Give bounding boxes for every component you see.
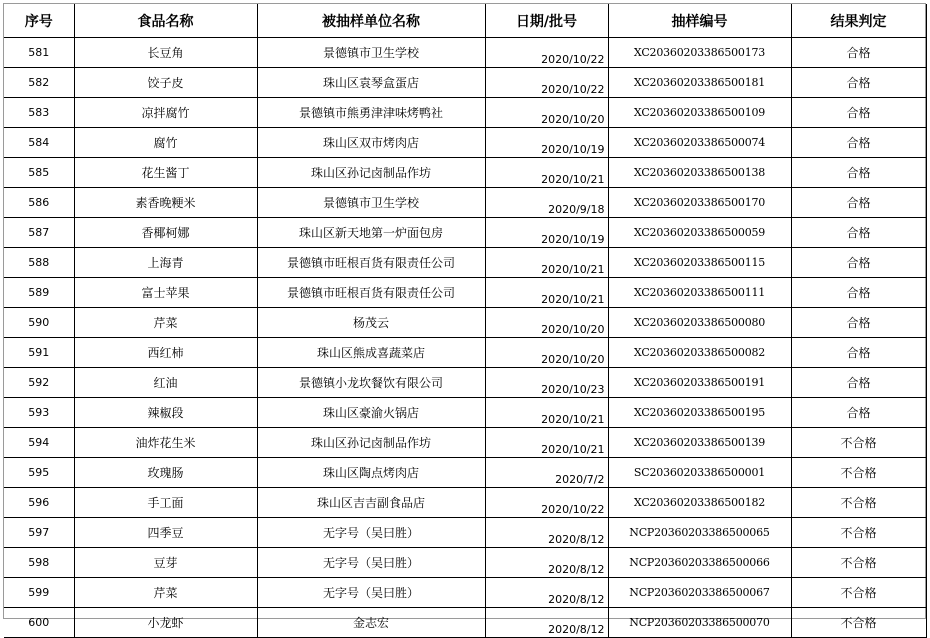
cell-result[interactable]: 合格 [791,308,926,338]
table-row [4,458,926,488]
cell-sampled-unit[interactable]: 景德镇市卫生学校 [257,38,485,68]
cell-date-batch[interactable]: 2020/10/19 [485,218,608,248]
table-row [4,158,926,188]
cell-date-batch[interactable]: 2020/10/19 [485,128,608,158]
cell-result[interactable]: 不合格 [791,608,926,638]
cell-food-name[interactable]: 富士苹果 [74,278,257,308]
cell-serial-number[interactable]: 597 [4,518,74,548]
cell-food-name[interactable]: 玫瑰肠 [74,458,257,488]
table-row [4,68,926,98]
cell-serial-number[interactable]: 596 [4,488,74,518]
cell-result[interactable]: 合格 [791,188,926,218]
table-row [4,368,926,398]
cell-sample-code[interactable]: XC20360203386500139 [608,428,791,458]
cell-date-batch[interactable]: 2020/9/18 [485,188,608,218]
cell-serial-number[interactable]: 581 [4,38,74,68]
cell-sampled-unit[interactable]: 珠山区豪渝火锅店 [257,398,485,428]
cell-food-name[interactable]: 辣椒段 [74,398,257,428]
cell-sample-code[interactable]: XC20360203386500059 [608,218,791,248]
cell-sampled-unit[interactable]: 无字号（吴曰胜） [257,578,485,608]
cell-serial-number[interactable]: 593 [4,398,74,428]
cell-food-name[interactable]: 豆芽 [74,548,257,578]
cell-sampled-unit[interactable]: 珠山区吉吉副食品店 [257,488,485,518]
cell-sample-code[interactable]: XC20360203386500080 [608,308,791,338]
cell-date-batch[interactable]: 2020/10/21 [485,428,608,458]
table-row [4,308,926,338]
cell-date-batch[interactable]: 2020/10/21 [485,158,608,188]
cell-food-name[interactable]: 芹菜 [74,578,257,608]
cell-sampled-unit[interactable]: 珠山区陶点烤肉店 [257,458,485,488]
cell-result[interactable]: 不合格 [791,488,926,518]
cell-serial-number[interactable]: 594 [4,428,74,458]
cell-sampled-unit[interactable]: 珠山区熊成喜蔬菜店 [257,338,485,368]
cell-food-name[interactable]: 小龙虾 [74,608,257,638]
cell-serial-number[interactable]: 600 [4,608,74,638]
table-row [4,338,926,368]
cell-sampled-unit[interactable]: 景德镇市熊勇津津味烤鸭社 [257,98,485,128]
cell-food-name[interactable]: 上海青 [74,248,257,278]
cell-date-batch[interactable]: 2020/10/22 [485,38,608,68]
cell-result[interactable]: 合格 [791,38,926,68]
table-row [4,188,926,218]
table-row [4,518,926,548]
cell-serial-number[interactable]: 584 [4,128,74,158]
cell-sample-code[interactable]: XC20360203386500182 [608,488,791,518]
cell-sampled-unit[interactable]: 珠山区袁琴盒蛋店 [257,68,485,98]
sampling-results-table [4,4,927,638]
cell-result[interactable]: 合格 [791,68,926,98]
cell-date-batch[interactable]: 2020/10/22 [485,488,608,518]
cell-date-batch[interactable]: 2020/10/23 [485,368,608,398]
cell-serial-number[interactable]: 588 [4,248,74,278]
cell-food-name[interactable]: 饺子皮 [74,68,257,98]
cell-sample-code[interactable]: XC20360203386500082 [608,338,791,368]
cell-sample-code[interactable]: NCP20360203386500067 [608,578,791,608]
cell-serial-number[interactable]: 591 [4,338,74,368]
cell-sample-code[interactable]: XC20360203386500173 [608,38,791,68]
cell-sample-code[interactable]: XC20360203386500115 [608,248,791,278]
table-row [4,428,926,458]
cell-result[interactable]: 合格 [791,218,926,248]
table-row [4,248,926,278]
cell-serial-number[interactable]: 599 [4,578,74,608]
cell-sampled-unit[interactable]: 景德镇市旺根百货有限责任公司 [257,248,485,278]
cell-result[interactable]: 合格 [791,128,926,158]
header-result[interactable]: 结果判定 [791,4,926,38]
header-row [4,4,926,38]
cell-sampled-unit[interactable]: 珠山区双市烤肉店 [257,128,485,158]
cell-date-batch[interactable]: 2020/10/20 [485,338,608,368]
cell-food-name[interactable]: 凉拌腐竹 [74,98,257,128]
table-row [4,578,926,608]
cell-food-name[interactable]: 香椰柯娜 [74,218,257,248]
cell-result[interactable]: 合格 [791,98,926,128]
cell-serial-number[interactable]: 583 [4,98,74,128]
cell-date-batch[interactable]: 2020/10/20 [485,308,608,338]
table-row [4,218,926,248]
cell-date-batch[interactable]: 2020/10/20 [485,98,608,128]
cell-date-batch[interactable]: 2020/10/21 [485,398,608,428]
cell-date-batch[interactable]: 2020/10/21 [485,278,608,308]
cell-date-batch[interactable]: 2020/10/21 [485,248,608,278]
cell-result[interactable]: 合格 [791,368,926,398]
cell-food-name[interactable]: 芹菜 [74,308,257,338]
cell-sample-code[interactable]: NCP20360203386500065 [608,518,791,548]
cell-serial-number[interactable]: 592 [4,368,74,398]
cell-sample-code[interactable]: SC20360203386500001 [608,458,791,488]
cell-serial-number[interactable]: 586 [4,188,74,218]
cell-result[interactable]: 不合格 [791,428,926,458]
cell-sample-code[interactable]: NCP20360203386500070 [608,608,791,638]
cell-food-name[interactable]: 油炸花生米 [74,428,257,458]
table-row [4,398,926,428]
cell-sampled-unit[interactable]: 珠山区孙记卤制品作坊 [257,158,485,188]
table-row [4,278,926,308]
cell-serial-number[interactable]: 595 [4,458,74,488]
table-row [4,488,926,518]
cell-date-batch[interactable]: 2020/8/12 [485,518,608,548]
header-sampled-unit[interactable]: 被抽样单位名称 [257,4,485,38]
cell-result[interactable]: 合格 [791,278,926,308]
cell-serial-number[interactable]: 582 [4,68,74,98]
cell-sample-code[interactable]: XC20360203386500138 [608,158,791,188]
cell-serial-number[interactable]: 587 [4,218,74,248]
cell-food-name[interactable]: 腐竹 [74,128,257,158]
cell-sample-code[interactable]: XC20360203386500181 [608,68,791,98]
table-row [4,38,926,68]
cell-result[interactable]: 不合格 [791,578,926,608]
cell-result[interactable]: 合格 [791,248,926,278]
cell-sample-code[interactable]: XC20360203386500170 [608,188,791,218]
header-date-batch[interactable]: 日期/批号 [485,4,608,38]
cell-sample-code[interactable]: NCP20360203386500066 [608,548,791,578]
cell-serial-number[interactable]: 585 [4,158,74,188]
header-food-name[interactable]: 食品名称 [74,4,257,38]
cell-date-batch[interactable]: 2020/8/12 [485,608,608,638]
cell-sampled-unit[interactable]: 景德镇市卫生学校 [257,188,485,218]
cell-result[interactable]: 合格 [791,398,926,428]
cell-date-batch[interactable]: 2020/10/22 [485,68,608,98]
cell-food-name[interactable]: 花生酱丁 [74,158,257,188]
spreadsheet-sheet [3,3,926,636]
cell-sampled-unit[interactable]: 杨茂云 [257,308,485,338]
cell-food-name[interactable]: 四季豆 [74,518,257,548]
cell-result[interactable]: 不合格 [791,518,926,548]
cell-sampled-unit[interactable]: 景德镇市旺根百货有限责任公司 [257,278,485,308]
cell-serial-number[interactable]: 590 [4,308,74,338]
cell-sample-code[interactable]: XC20360203386500195 [608,398,791,428]
cell-sample-code[interactable]: XC20360203386500111 [608,278,791,308]
cell-serial-number[interactable]: 589 [4,278,74,308]
cell-sampled-unit[interactable]: 珠山区孙记卤制品作坊 [257,428,485,458]
cell-food-name[interactable]: 红油 [74,368,257,398]
cell-food-name[interactable]: 西红柿 [74,338,257,368]
cell-date-batch[interactable]: 2020/7/2 [485,458,608,488]
cell-sampled-unit[interactable]: 无字号（吴曰胜） [257,518,485,548]
table-row [4,128,926,158]
cell-sampled-unit[interactable]: 珠山区新天地第一炉面包房 [257,218,485,248]
table-row [4,98,926,128]
cell-result[interactable]: 不合格 [791,548,926,578]
cell-sample-code[interactable]: XC20360203386500191 [608,368,791,398]
cell-sampled-unit[interactable]: 景德镇小龙坎餐饮有限公司 [257,368,485,398]
header-sample-code[interactable]: 抽样编号 [608,4,791,38]
cell-food-name[interactable]: 手工面 [74,488,257,518]
cell-sample-code[interactable]: XC20360203386500109 [608,98,791,128]
cell-food-name[interactable]: 长豆角 [74,38,257,68]
table-row [4,548,926,578]
header-serial-number[interactable]: 序号 [4,4,74,38]
cell-date-batch[interactable]: 2020/8/12 [485,548,608,578]
table-body [4,38,926,638]
cell-sampled-unit[interactable]: 金志宏 [257,608,485,638]
table-row [4,608,926,638]
cell-serial-number[interactable]: 598 [4,548,74,578]
cell-sampled-unit[interactable]: 无字号（吴曰胜） [257,548,485,578]
cell-result[interactable]: 不合格 [791,458,926,488]
cell-sample-code[interactable]: XC20360203386500074 [608,128,791,158]
cell-food-name[interactable]: 素香晚粳米 [74,188,257,218]
cell-result[interactable]: 合格 [791,158,926,188]
cell-result[interactable]: 合格 [791,338,926,368]
cell-date-batch[interactable]: 2020/8/12 [485,578,608,608]
